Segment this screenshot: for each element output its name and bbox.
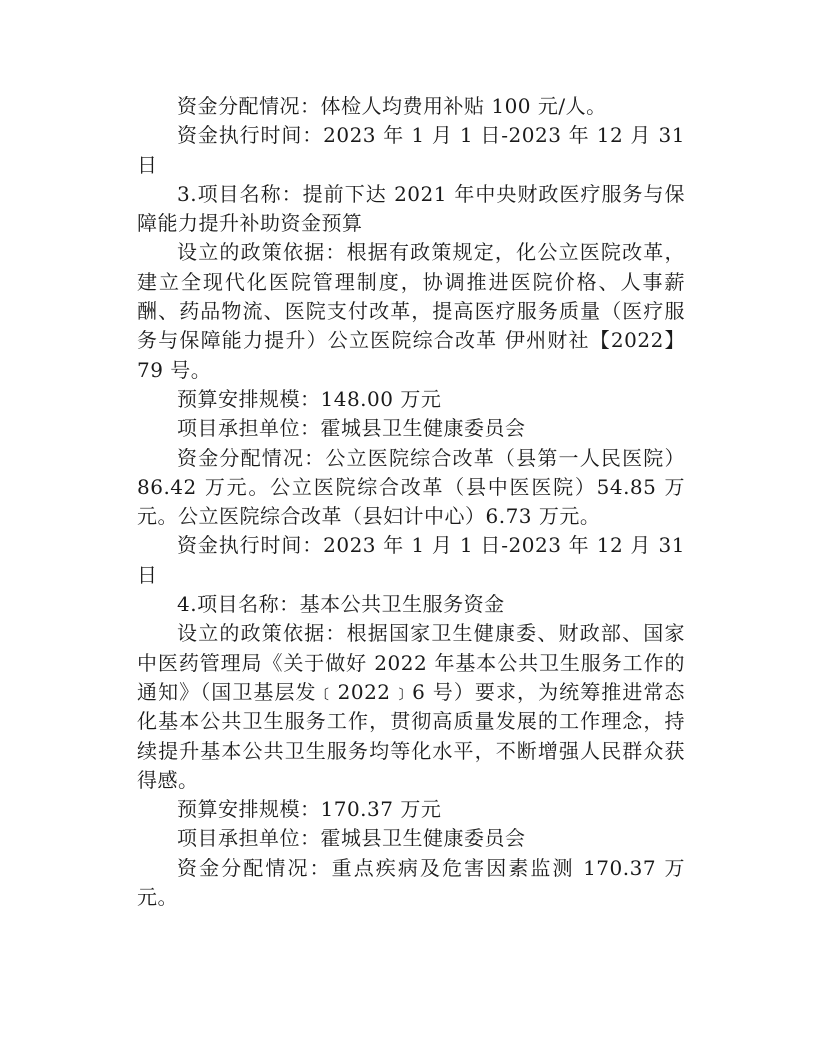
- policy-basis-paragraph: 设立的政策依据：根据有政策规定，化公立医院改革，建立全现代化医院管理制度，协调推进医院价格、人事薪酬、药品物流、医院支付改革，提高医疗服务质量（医疗服务与保障能力提升）公立医院综合改革 伊州财社【2022】79 号。: [137, 240, 685, 382]
- budget-scale-paragraph: 预算安排规模：148.00 万元: [177, 386, 442, 411]
- document-body: [137, 92, 685, 912]
- execution-time-paragraph: 资金执行时间：2023 年 1 月 1 日-2023 年 12 月 31 日: [137, 123, 685, 177]
- responsible-unit-paragraph: 项目承担单位：霍城县卫生健康委员会: [177, 416, 526, 441]
- fund-allocation-paragraph: 资金分配情况：体检人均费用补贴 100 元/人。: [177, 94, 607, 118]
- budget-scale-paragraph: 预算安排规模：170.37 万元: [177, 797, 442, 822]
- fund-allocation-paragraph: 资金分配情况：重点疾病及危害因素监测 170.37 万元。: [137, 855, 685, 910]
- policy-basis-paragraph: 设立的政策依据：根据国家卫生健康委、财政部、国家中医药管理局《关于做好 2022 年基本公共卫生服务工作的通知》（国卫基层发﹝2022﹞6 号）要求，为统筹推进常态化基本公共卫生服务工作，贯彻高质量发展的工作理念，持续提升基本公共卫生服务均等化水平，不断增强人民群众获得感。: [137, 621, 685, 792]
- execution-time-paragraph: 资金执行时间：2023 年 1 月 1 日-2023 年 12 月 31 日: [137, 533, 685, 587]
- project-name-paragraph: 4.项目名称：基本公共卫生服务资金: [177, 592, 505, 617]
- project-name-paragraph: 3.项目名称：提前下达 2021 年中央财政医疗服务与保障能力提升补助资金预算: [137, 181, 685, 236]
- responsible-unit-paragraph: 项目承担单位：霍城县卫生健康委员会: [177, 826, 526, 851]
- fund-allocation-paragraph: 资金分配情况：公立医院综合改革（县第一人民医院）86.42 万元。公立医院综合改革（县中医医院）54.85 万元。公立医院综合改革（县妇计中心）6.73 万元。: [137, 445, 685, 529]
